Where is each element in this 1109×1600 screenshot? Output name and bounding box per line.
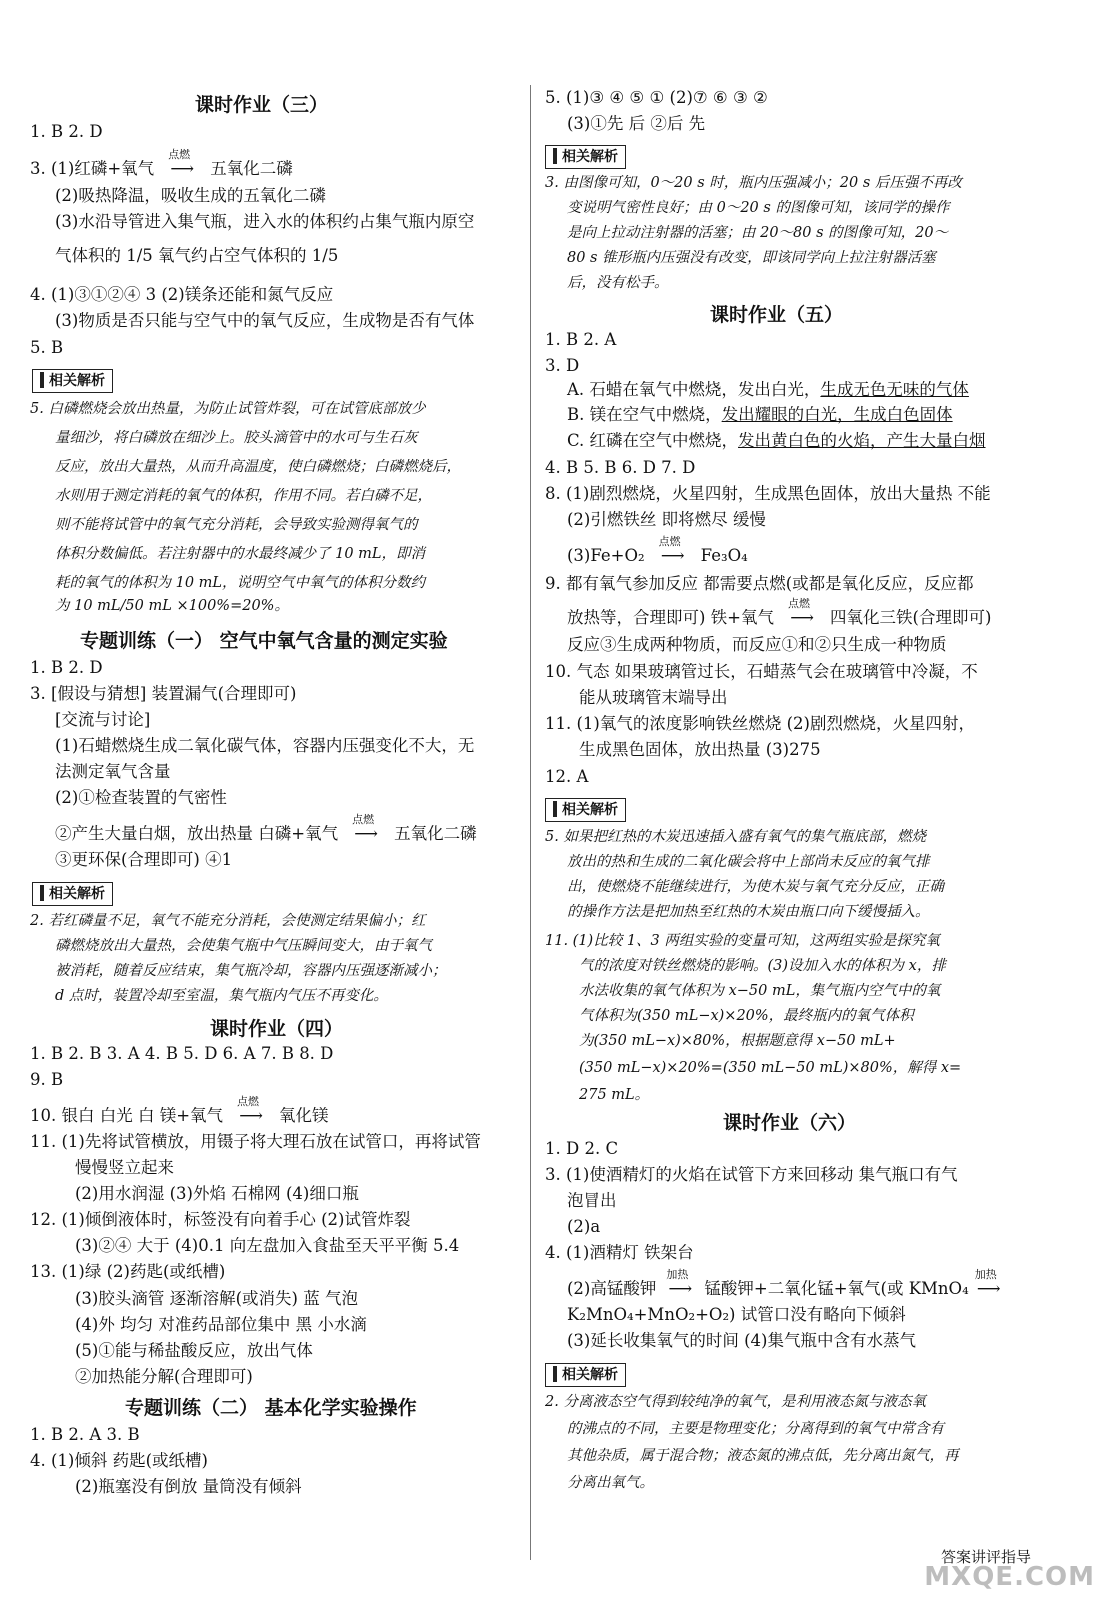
answer-line: 气体积的 1/5 氧气约占空气体积的 1/5 bbox=[55, 246, 339, 265]
answer-line: 慢慢竖立起来 bbox=[75, 1158, 174, 1177]
answer-line: 1. B 2. A 3. B bbox=[30, 1425, 140, 1444]
reaction-arrow: 点燃 ⟶ bbox=[352, 813, 378, 843]
answer-line: K₂MnO₄+MnO₂+O₂) 试管口没有略向下倾斜 bbox=[567, 1305, 906, 1324]
answer-line: 10. 气态 如果玻璃管过长，石蜡蒸气会在玻璃管中冷凝，不 bbox=[545, 662, 978, 681]
answer-line: [交流与讨论] bbox=[55, 710, 151, 729]
answer-line: (4)外 均匀 对准药品部位集中 黑 小水滴 bbox=[75, 1315, 367, 1334]
analysis-line: 5. 如果把红热的木炭迅速插入盛有氧气的集气瓶底部，燃烧 bbox=[545, 829, 926, 845]
answer-line: (2)a bbox=[567, 1217, 601, 1236]
watermark: MXQE.COM bbox=[924, 1562, 1095, 1592]
reaction-arrow: 点燃 ⟶ bbox=[788, 597, 814, 627]
answer-line: B. 镁在空气中燃烧，发出耀眼的白光，生成白色固体 bbox=[567, 405, 953, 424]
answer-line: 8. (1)剧烈燃烧，火星四射，生成黑色固体，放出大量热 不能 bbox=[545, 484, 991, 503]
analysis-line: 是向上拉动注射器的活塞；由 20～80 s 的图像可知，20～ bbox=[567, 225, 949, 241]
answer-line: (3)延长收集氧气的时间 (4)集气瓶中含有水蒸气 bbox=[567, 1331, 916, 1350]
answer-line: ③更环保(合理即可) ④1 bbox=[55, 850, 233, 869]
answer-line: (3)物质是否只能与空气中的氧气反应，生成物是否有气体 bbox=[55, 311, 475, 330]
analysis-line: 的操作方法是把加热至红热的木炭由瓶口向下缓慢插入。 bbox=[567, 904, 930, 920]
analysis-line: 水则用于测定消耗的氧气的体积，作用不同。若白磷不足， bbox=[55, 488, 432, 504]
analysis-line: 量细沙，将白磷放在细沙上。胶头滴管中的水可与生石灰 bbox=[55, 430, 418, 446]
answer-line: 4. (1)③①②④ 3 (2)镁条还能和氮气反应 bbox=[30, 285, 334, 304]
analysis-tag: 相关解析 bbox=[32, 882, 113, 906]
answer-line: (1)石蜡燃烧生成二氧化碳气体，容器内压强变化不大，无 bbox=[55, 736, 475, 755]
answer-line: 3. [假设与猜想] 装置漏气(合理即可) bbox=[30, 684, 297, 703]
section-title: 专题训练（一） 空气中氧气含量的测定实验 bbox=[80, 630, 448, 652]
answer-line: ②产生大量白烟，放出热量 白磷+氧气 点燃 ⟶ 五氧化二磷 bbox=[55, 822, 477, 846]
analysis-line: 2. 分离液态空气得到较纯净的氧气，是利用液态氮与液态氧 bbox=[545, 1394, 926, 1410]
reaction-arrow: 加热 ⟶ bbox=[974, 1268, 1001, 1298]
reaction-arrow: 点燃 ⟶ bbox=[237, 1095, 263, 1125]
answer-line: 法测定氧气含量 bbox=[55, 762, 171, 781]
reaction-arrow: 点燃 ⟶ bbox=[168, 148, 195, 178]
answer-line: 1. D 2. C bbox=[545, 1139, 619, 1158]
answer-line: (3)Fe+O₂ 点燃 ⟶ Fe₃O₄ bbox=[567, 544, 748, 568]
analysis-line: d 点时，装置冷却至室温，集气瓶内气压不再变化。 bbox=[55, 988, 388, 1004]
answer-line: 能从玻璃管末端导出 bbox=[579, 688, 728, 707]
answer-line: 4. (1)酒精灯 铁架台 bbox=[545, 1243, 694, 1262]
answer-line: 11. (1)先将试管横放，用镊子将大理石放在试管口，再将试管 bbox=[30, 1132, 481, 1151]
footer-label: 答案讲评指导 bbox=[940, 1548, 1031, 1566]
answer-line: 反应③生成两种物质，而反应①和②只生成一种物质 bbox=[567, 635, 947, 654]
answer-line: 3. (1)红磷+氧气 点燃 ⟶ 五氧化二磷 bbox=[30, 157, 293, 181]
analysis-line: 的沸点的不同，主要是物理变化；分离得到的氧气中常含有 bbox=[567, 1421, 944, 1437]
answer-line: 5. B bbox=[30, 338, 64, 357]
answer-line: (3)①先 后 ②后 先 bbox=[567, 114, 706, 133]
answer-line: 10. 银白 白光 白 镁+氧气 点燃 ⟶ 氧化镁 bbox=[30, 1104, 329, 1128]
answer-line: 4. B 5. B 6. D 7. D bbox=[545, 458, 696, 477]
analysis-line: 11. (1)比较 1、3 两组实验的变量可知，这两组实验是探究氧 bbox=[545, 933, 940, 949]
answer-line: (2)①检查装置的气密性 bbox=[55, 788, 227, 807]
analysis-line: 气的浓度对铁丝燃烧的影响。(3)设加入水的体积为 x，排 bbox=[579, 958, 946, 974]
answer-line: (2)引燃铁丝 即将燃尽 缓慢 bbox=[567, 510, 766, 529]
reaction-arrow: 点燃 ⟶ bbox=[658, 535, 685, 565]
answer-line: 11. (1)氧气的浓度影响铁丝燃烧 (2)剧烈燃烧，火星四射， bbox=[545, 714, 975, 733]
analysis-line: 耗的氧气的体积为 10 mL，说明空气中氧气的体积分数约 bbox=[55, 575, 426, 591]
answer-line: (2)瓶塞没有倒放 量筒没有倾斜 bbox=[75, 1477, 302, 1496]
analysis-line: 气体积为(350 mL−x)×20%，最终瓶内的氧气体积 bbox=[579, 1008, 914, 1024]
section-title: 课时作业（六） bbox=[723, 1112, 857, 1134]
analysis-line: 275 mL。 bbox=[579, 1087, 650, 1103]
answer-line: 泡冒出 bbox=[567, 1191, 617, 1210]
answer-line: (3)水沿导管进入集气瓶，进入水的体积约占集气瓶内原空 bbox=[55, 212, 475, 231]
analysis-line: 水法收集的氧气体积为 x−50 mL，集气瓶内空气中的氧 bbox=[579, 983, 941, 999]
answer-line: 12. A bbox=[545, 767, 589, 786]
analysis-line: 为(350 mL−x)×80%，根据题意得 x−50 mL+ bbox=[579, 1033, 896, 1049]
analysis-tag: 相关解析 bbox=[32, 369, 113, 393]
answer-line: 3. D bbox=[545, 356, 580, 375]
answer-line: C. 红磷在空气中燃烧，发出黄白色的火焰，产生大量白烟 bbox=[567, 431, 986, 450]
answer-line: 4. (1)倾斜 药匙(或纸槽) bbox=[30, 1451, 208, 1470]
answer-line: 1. B 2. D bbox=[30, 122, 103, 141]
analysis-line: 3. 由图像可知，0～20 s 时，瓶内压强减小；20 s 后压强不再改 bbox=[545, 175, 962, 191]
column-divider bbox=[530, 85, 531, 1560]
analysis-line: 被消耗，随着反应结束，集气瓶冷却，容器内压强逐渐减小； bbox=[55, 963, 447, 979]
answer-line: ②加热能分解(合理即可) bbox=[75, 1367, 253, 1386]
section-title: 课时作业（五） bbox=[710, 304, 844, 326]
analysis-line: 5. 白磷燃烧会放出热量，为防止试管炸裂，可在试管底部放少 bbox=[30, 401, 426, 417]
answer-line: (3)胶头滴管 逐渐溶解(或消失) 蓝 气泡 bbox=[75, 1289, 358, 1308]
section-title: 课时作业（三） bbox=[195, 94, 329, 116]
answer-line: 放热等，合理即可) 铁+氧气 点燃 ⟶ 四氧化三铁(合理即可) bbox=[567, 606, 991, 630]
analysis-line: 则不能将试管中的氧气充分消耗，会导致实验测得氧气的 bbox=[55, 517, 418, 533]
analysis-line: 80 s 锥形瓶内压强没有改变，即该同学向上拉注射器活塞 bbox=[567, 250, 936, 266]
analysis-line: 分离出氧气。 bbox=[567, 1475, 654, 1491]
answer-line: 1. B 2. A bbox=[545, 330, 617, 349]
section-title: 课时作业（四） bbox=[210, 1018, 344, 1040]
answer-line: (2)高锰酸钾 加热 ⟶ 锰酸钾+二氧化锰+氧气(或 KMnO₄ 加热 ⟶ bbox=[567, 1277, 1009, 1301]
analysis-line: 放出的热和生成的二氧化碳会将中上部尚未反应的氧气排 bbox=[567, 854, 930, 870]
reaction-arrow: 加热 ⟶ bbox=[666, 1268, 693, 1298]
answer-line: 1. B 2. D bbox=[30, 658, 103, 677]
answer-line: 9. 都有氧气参加反应 都需要点燃(或都是氧化反应，反应都 bbox=[545, 574, 974, 593]
answer-line: 9. B bbox=[30, 1070, 64, 1089]
analysis-line: (350 mL−x)×20%=(350 mL−50 mL)×80%，解得 x= bbox=[579, 1060, 962, 1076]
answer-line: 13. (1)绿 (2)药匙(或纸槽) bbox=[30, 1262, 226, 1281]
answer-line: (5)①能与稀盐酸反应，放出气体 bbox=[75, 1341, 313, 1360]
answer-line: (2)用水润湿 (3)外焰 石棉网 (4)细口瓶 bbox=[75, 1184, 359, 1203]
analysis-tag: 相关解析 bbox=[545, 798, 626, 822]
answer-line: A. 石蜡在氧气中燃烧，发出白光，生成无色无味的气体 bbox=[567, 380, 969, 399]
analysis-tag: 相关解析 bbox=[545, 1363, 626, 1387]
answer-line: 3. (1)使酒精灯的火焰在试管下方来回移动 集气瓶口有气 bbox=[545, 1165, 958, 1184]
analysis-tag: 相关解析 bbox=[545, 145, 626, 169]
analysis-line: 磷燃烧放出大量热，会使集气瓶中气压瞬间变大，由于氧气 bbox=[55, 938, 432, 954]
answer-line: 5. (1)③ ④ ⑤ ① (2)⑦ ⑥ ③ ② bbox=[545, 88, 768, 107]
analysis-line: 变说明气密性良好；由 0～20 s 的图像可知，该同学的操作 bbox=[567, 200, 950, 216]
analysis-line: 为 10 mL/50 mL ×100%=20%。 bbox=[55, 598, 289, 614]
analysis-line: 反应，放出大量热，从而升高温度，使白磷燃烧；白磷燃烧后， bbox=[55, 459, 461, 475]
analysis-line: 出，使燃烧不能继续进行，为使木炭与氧气充分反应，正确 bbox=[567, 879, 944, 895]
analysis-line: 体积分数偏低。若注射器中的水最终减少了 10 mL，即消 bbox=[55, 546, 426, 562]
answer-line: (2)吸热降温，吸收生成的五氧化二磷 bbox=[55, 186, 326, 205]
answer-line: 1. B 2. B 3. A 4. B 5. D 6. A 7. B 8. D bbox=[30, 1044, 334, 1063]
section-title: 专题训练（二） 基本化学实验操作 bbox=[125, 1397, 417, 1419]
answer-line: 12. (1)倾倒液体时，标签没有向着手心 (2)试管炸裂 bbox=[30, 1210, 411, 1229]
analysis-line: 其他杂质，属于混合物；液态氮的沸点低，先分离出氮气，再 bbox=[567, 1448, 959, 1464]
analysis-line: 后，没有松手。 bbox=[567, 275, 669, 291]
answer-line: 生成黑色固体，放出热量 (3)275 bbox=[579, 740, 821, 759]
answer-line: (3)②④ 大于 (4)0.1 向左盘加入食盐至天平平衡 5.4 bbox=[75, 1236, 460, 1255]
analysis-line: 2. 若红磷量不足，氧气不能充分消耗，会使测定结果偏小；红 bbox=[30, 913, 426, 929]
